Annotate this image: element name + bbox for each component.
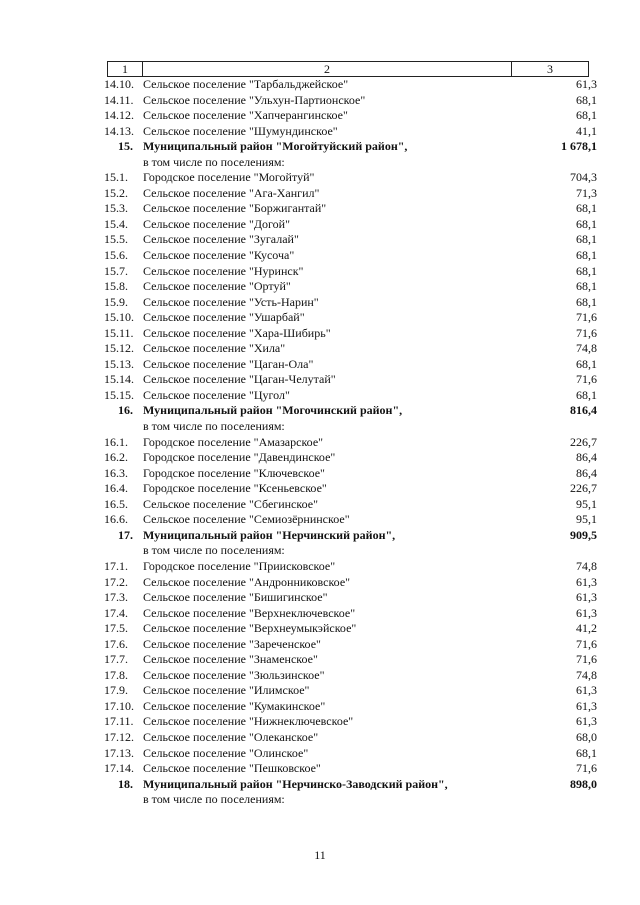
row-value: 71,6 xyxy=(576,652,597,667)
row-number: 17.7. xyxy=(104,652,128,667)
table-row xyxy=(0,388,640,404)
row-number: 15. xyxy=(118,139,133,154)
row-name: Сельское поселение "Кусоча" xyxy=(143,248,295,263)
row-number: 17.2. xyxy=(104,574,128,589)
row-name: Сельское поселение "Верхнеумыкэйское" xyxy=(143,621,357,636)
row-number: 15.14. xyxy=(104,372,134,387)
table-row xyxy=(0,264,640,280)
table-row xyxy=(0,435,640,451)
table-row xyxy=(0,201,640,217)
header-col-3: 3 xyxy=(547,62,553,76)
row-number: 17.3. xyxy=(104,590,128,605)
row-name: Сельское поселение "Ушарбай" xyxy=(143,310,305,325)
row-number: 15.1. xyxy=(104,170,128,185)
table-row xyxy=(0,512,640,528)
row-number: 14.10. xyxy=(104,77,134,91)
row-number: 17. xyxy=(118,527,133,542)
row-value: 68,0 xyxy=(576,729,597,744)
table-row xyxy=(0,403,640,419)
row-name: Сельское поселение "Усть-Нарин" xyxy=(143,294,319,309)
table-row xyxy=(0,746,640,762)
row-number: 15.9. xyxy=(104,294,128,309)
row-value: 226,7 xyxy=(570,434,597,449)
row-name: Сельское поселение "Семиозёрнинское" xyxy=(143,512,350,527)
row-name: Сельское поселение "Зюльзинское" xyxy=(143,667,325,682)
row-number: 15.2. xyxy=(104,185,128,200)
table-row xyxy=(0,93,640,109)
row-value: 61,3 xyxy=(576,714,597,729)
row-number: 17.9. xyxy=(104,683,128,698)
row-number: 16.3. xyxy=(104,465,128,480)
row-value: 71,6 xyxy=(576,325,597,340)
table-row xyxy=(0,139,640,155)
row-number: 17.14. xyxy=(104,761,134,776)
row-value: 61,3 xyxy=(576,77,597,91)
row-value: 74,8 xyxy=(576,341,597,356)
row-value: 71,6 xyxy=(576,761,597,776)
row-name: Городское поселение "Ключевское" xyxy=(143,465,325,480)
row-number: 17.5. xyxy=(104,621,128,636)
row-value: 71,6 xyxy=(576,372,597,387)
row-name: Городское поселение "Могойтуй" xyxy=(143,170,315,185)
row-name: Сельское поселение "Хила" xyxy=(143,341,286,356)
row-value: 61,3 xyxy=(576,683,597,698)
row-value: 898,0 xyxy=(570,776,597,791)
row-name: Сельское поселение "Хапчерангинское" xyxy=(143,108,348,123)
row-number: 15.7. xyxy=(104,263,128,278)
table-row xyxy=(0,450,640,466)
header-col-1: 1 xyxy=(108,62,143,76)
page-number: 11 xyxy=(314,848,326,862)
table-row xyxy=(0,652,640,668)
row-number: 16.6. xyxy=(104,512,128,527)
table-row xyxy=(0,124,640,140)
row-number: 15.6. xyxy=(104,248,128,263)
row-value: 71,6 xyxy=(576,636,597,651)
row-number: 14.11. xyxy=(104,92,134,107)
row-number: 17.1. xyxy=(104,558,128,573)
row-name: Сельское поселение "Догой" xyxy=(143,216,290,231)
table-row xyxy=(0,326,640,342)
row-number: 16.1. xyxy=(104,434,128,449)
row-number: 15.15. xyxy=(104,387,134,402)
row-name: Сельское поселение "Ага-Хангил" xyxy=(143,185,320,200)
table-row xyxy=(0,497,640,513)
row-name: в том числе по поселениям: xyxy=(143,419,285,434)
table-row xyxy=(0,590,640,606)
row-value: 1 678,1 xyxy=(561,139,597,154)
row-number: 17.11. xyxy=(104,714,134,729)
row-name: Муниципальный район "Нерчинский район", xyxy=(143,527,396,542)
row-name: Городское поселение "Давендинское" xyxy=(143,450,336,465)
row-number: 15.13. xyxy=(104,356,134,371)
row-name: Сельское поселение "Цаган-Челутай" xyxy=(143,372,336,387)
row-value: 41,1 xyxy=(576,123,597,138)
row-name: в том числе по поселениям: xyxy=(143,792,285,807)
table-row xyxy=(0,761,640,777)
row-value: 61,3 xyxy=(576,698,597,713)
table-row xyxy=(0,559,640,575)
row-name: Сельское поселение "Нуринск" xyxy=(143,263,304,278)
table-row xyxy=(0,186,640,202)
row-number: 18. xyxy=(118,776,133,791)
row-number: 15.12. xyxy=(104,341,134,356)
row-name: Сельское поселение "Илимское" xyxy=(143,683,310,698)
table-row xyxy=(0,528,640,544)
row-name: Сельское поселение "Хара-Шибирь" xyxy=(143,325,331,340)
table-row xyxy=(0,621,640,637)
row-value: 909,5 xyxy=(570,527,597,542)
table-row xyxy=(0,217,640,233)
table-row xyxy=(0,668,640,684)
row-name: Сельское поселение "Ульхун-Партионское" xyxy=(143,92,366,107)
row-value: 61,3 xyxy=(576,605,597,620)
table-row xyxy=(0,543,640,559)
row-number: 15.4. xyxy=(104,216,128,231)
row-name: Сельское поселение "Андронниковское" xyxy=(143,574,351,589)
row-name: Городское поселение "Амазарское" xyxy=(143,434,324,449)
table-row xyxy=(0,357,640,373)
table-row xyxy=(0,683,640,699)
table-row xyxy=(0,777,640,793)
row-number: 16. xyxy=(118,403,133,418)
table-row xyxy=(0,279,640,295)
row-number: 15.3. xyxy=(104,201,128,216)
row-name: Сельское поселение "Зареченское" xyxy=(143,636,321,651)
row-value: 61,3 xyxy=(576,590,597,605)
table-body xyxy=(0,77,640,808)
table-row xyxy=(0,108,640,124)
table-row xyxy=(0,248,640,264)
row-name: Сельское поселение "Ортуй" xyxy=(143,279,291,294)
row-value: 41,2 xyxy=(576,621,597,636)
row-value: 86,4 xyxy=(576,465,597,480)
row-name: Муниципальный район "Могойтуйский район", xyxy=(143,139,408,154)
table-row xyxy=(0,699,640,715)
row-value: 68,1 xyxy=(576,248,597,263)
row-value: 86,4 xyxy=(576,450,597,465)
row-value: 68,1 xyxy=(576,387,597,402)
row-name: Сельское поселение "Бишигинское" xyxy=(143,590,328,605)
row-name: Сельское поселение "Цугол" xyxy=(143,387,290,402)
row-name: Сельское поселение "Кумакинское" xyxy=(143,698,326,713)
row-number: 17.10. xyxy=(104,698,134,713)
table-row xyxy=(0,341,640,357)
row-value: 226,7 xyxy=(570,481,597,496)
row-number: 14.12. xyxy=(104,108,134,123)
table-row xyxy=(0,155,640,171)
row-value: 68,1 xyxy=(576,356,597,371)
header-col-2: 2 xyxy=(143,62,512,76)
row-value: 68,1 xyxy=(576,232,597,247)
row-value: 68,1 xyxy=(576,279,597,294)
table-row xyxy=(0,606,640,622)
row-number: 15.5. xyxy=(104,232,128,247)
table-row xyxy=(0,714,640,730)
row-name: Муниципальный район "Нерчинско-Заводский район", xyxy=(143,776,448,791)
table-row xyxy=(0,481,640,497)
table-row xyxy=(0,170,640,186)
table-row xyxy=(0,77,640,93)
row-number: 16.5. xyxy=(104,496,128,511)
row-value: 704,3 xyxy=(570,170,597,185)
table-row xyxy=(0,372,640,388)
table-row xyxy=(0,792,640,808)
table-row xyxy=(0,419,640,435)
row-value: 68,1 xyxy=(576,216,597,231)
row-name: Сельское поселение "Пешковское" xyxy=(143,761,321,776)
row-name: в том числе по поселениям: xyxy=(143,543,285,558)
table-row xyxy=(0,310,640,326)
row-number: 16.4. xyxy=(104,481,128,496)
row-number: 15.11. xyxy=(104,325,134,340)
row-value: 68,1 xyxy=(576,201,597,216)
row-value: 68,1 xyxy=(576,108,597,123)
row-name: Сельское поселение "Цаган-Ола" xyxy=(143,356,314,371)
table-header xyxy=(107,61,589,77)
row-value: 68,1 xyxy=(576,745,597,760)
row-name: Сельское поселение "Олеканское" xyxy=(143,729,319,744)
row-value: 816,4 xyxy=(570,403,597,418)
row-name: Городское поселение "Приисковское" xyxy=(143,558,336,573)
row-number: 17.4. xyxy=(104,605,128,620)
table-row xyxy=(0,637,640,653)
row-name: Сельское поселение "Нижнеключевское" xyxy=(143,714,354,729)
table-row xyxy=(0,232,640,248)
row-value: 95,1 xyxy=(576,512,597,527)
row-value: 71,3 xyxy=(576,185,597,200)
row-value: 68,1 xyxy=(576,263,597,278)
row-value: 71,6 xyxy=(576,310,597,325)
row-number: 17.6. xyxy=(104,636,128,651)
table-row xyxy=(0,295,640,311)
row-name: Муниципальный район "Могочинский район", xyxy=(143,403,403,418)
table-row xyxy=(0,466,640,482)
row-value: 74,8 xyxy=(576,558,597,573)
row-number: 16.2. xyxy=(104,450,128,465)
row-number: 17.13. xyxy=(104,745,134,760)
row-number: 15.10. xyxy=(104,310,134,325)
row-name: Сельское поселение "Тарбальджейское" xyxy=(143,77,349,91)
row-value: 74,8 xyxy=(576,667,597,682)
row-number: 14.13. xyxy=(104,123,134,138)
row-value: 68,1 xyxy=(576,92,597,107)
row-number: 17.8. xyxy=(104,667,128,682)
row-name: Сельское поселение "Зугалай" xyxy=(143,232,299,247)
row-number: 17.12. xyxy=(104,729,134,744)
row-name: в том числе по поселениям: xyxy=(143,154,285,169)
row-name: Сельское поселение "Олинское" xyxy=(143,745,309,760)
table-row xyxy=(0,575,640,591)
row-value: 95,1 xyxy=(576,496,597,511)
row-value: 61,3 xyxy=(576,574,597,589)
row-name: Сельское поселение "Боржигантай" xyxy=(143,201,327,216)
row-name: Сельское поселение "Шумундинское" xyxy=(143,123,338,138)
row-name: Сельское поселение "Сбегинское" xyxy=(143,496,318,511)
row-name: Сельское поселение "Знаменское" xyxy=(143,652,318,667)
row-number: 15.8. xyxy=(104,279,128,294)
row-value: 68,1 xyxy=(576,294,597,309)
row-name: Городское поселение "Ксеньевское" xyxy=(143,481,327,496)
table-row xyxy=(0,730,640,746)
row-name: Сельское поселение "Верхнеключевское" xyxy=(143,605,356,620)
